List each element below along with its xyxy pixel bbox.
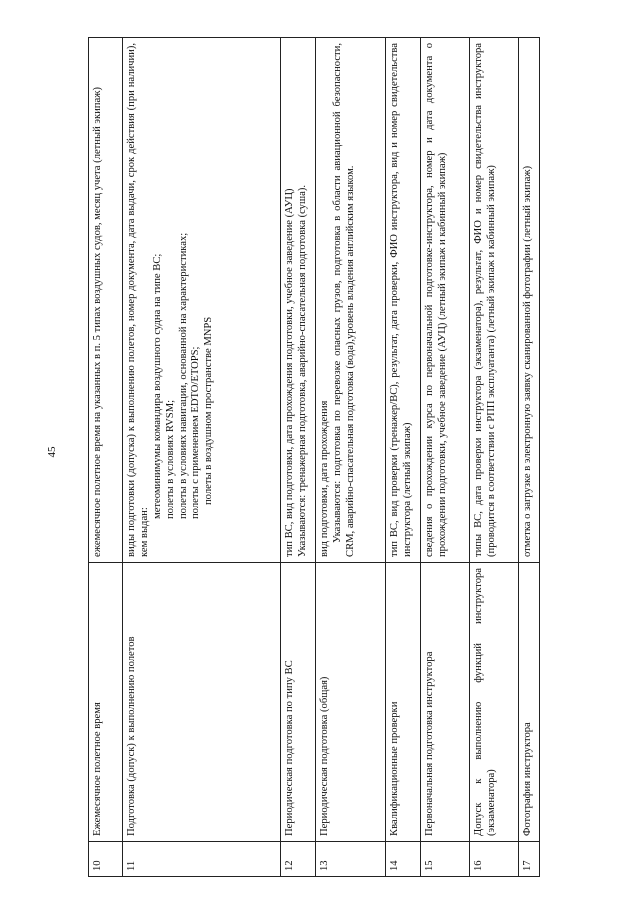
row-name: Фотография инструктора [519, 563, 540, 842]
row-description: сведения о прохождении курса по первоначальной подготовке-инструктора, номер и дата документа о прохождении подготовки, учебное заведение (АУЦ) (летный экипаж и кабинный экипаж) [420, 38, 469, 563]
table-row [281, 38, 316, 877]
table-row [470, 38, 519, 877]
page-number-text: 45 [46, 446, 58, 458]
row-name: Ежемесячное полетное время [89, 563, 123, 842]
table-row [519, 38, 540, 877]
row-description: вид подготовки, дата прохождения [319, 400, 331, 557]
row-number: 10 [89, 842, 123, 877]
row-note: Указываются: подготовка по перевозке опасных грузов, подготовка в области авиационной безопасности, CRM, аварийно-спасательная подготовка (вода),уровень владения английским языком. [332, 43, 356, 557]
list-item: полеты в условиях навигации, основанной на характеристиках; [177, 232, 189, 519]
row-number: 15 [420, 842, 469, 877]
row-description-cell [281, 38, 316, 563]
list-item: полеты с применением EDTO/ETOPS; [190, 346, 202, 519]
row-name: Подготовка (допуск) к выполнению полетов [122, 563, 280, 842]
row-name: Первоначальная подготовка инструктора [420, 563, 469, 842]
table-row [122, 38, 280, 877]
list-item: полеты в условиях RVSM; [164, 399, 176, 519]
table-row [386, 38, 421, 877]
row-name: Допуск к выполнению функций инструктора (экзаменатора) [470, 563, 519, 842]
row-description: ежемесячное полетное время на указанных в п. 5 типах воздушных судов, месяц учета (летный экипаж) [89, 38, 123, 563]
row-number: 14 [386, 842, 421, 877]
requirements-table [88, 37, 540, 877]
list-item: метеоминимумы командира воздушного судна на типе ВС; [151, 253, 163, 519]
row-description: тип ВС, вид подготовки, дата прохождения подготовки, учебное заведение (АУЦ) [284, 188, 296, 557]
row-name: Периодическая подготовка (общая) [316, 563, 386, 842]
list-item: полеты в воздушном пространстве MNPS [203, 316, 215, 505]
table-row [316, 38, 386, 877]
table-row [89, 38, 123, 877]
row-number: 11 [122, 842, 280, 877]
row-note: Указываются: тренажерная подготовка, аварийно-спасательная подготовка (суша). [297, 185, 309, 557]
row-number: 16 [470, 842, 519, 877]
row-description: отметка о загрузке в электронную заявку сканированной фотографии (летный экипаж) [519, 38, 540, 563]
row-description-cell [122, 38, 280, 563]
row-name: Квалификационные проверки [386, 563, 421, 842]
row-description: виды подготовки (допуска) к выполнению полетов, номер документа, дата выдачи, срок действия (при наличии), кем выдан: [125, 43, 150, 557]
rotated-table-container [88, 37, 540, 877]
row-description: тип ВС, вид проверки (тренажер/ВС), результат, дата проверки, ФИО инструктора, вид и номер свидетельства инструктора (летный экипаж) [386, 38, 421, 563]
row-number: 17 [519, 842, 540, 877]
row-description: типы ВС, дата проверки инструктора (экзаменатора), результат, ФИО и номер свидетельства инструктора (проводится в соответствии с РПП эксплуатанта) (летный экипаж и кабинный экипаж) [470, 38, 519, 563]
row-name: Периодическая подготовка по типу ВС [281, 563, 316, 842]
row-number: 13 [316, 842, 386, 877]
row-description-cell [316, 38, 386, 563]
row-number: 12 [281, 842, 316, 877]
table-row [420, 38, 469, 877]
